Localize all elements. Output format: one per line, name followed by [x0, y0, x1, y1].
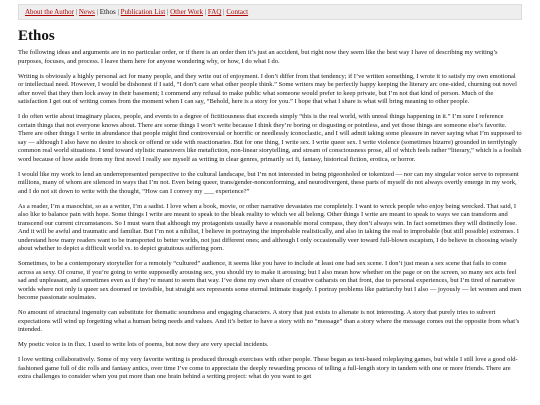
nav-separator: | [204, 8, 207, 16]
paragraph: I love writing collaboratively. Some of my very favorite writing is produced through exercises with other people. These began as text-based roleplaying games, but while I still love a good old-fashioned game full of dic rolls and fantasy antics, over time I’ve come to appreciate the deeply rewarding process of telling a full-length story in tandem with one or more friends. There are extra challenges to consider when you put more than one brain behind a writing project: what do you want to get [18, 356, 518, 380]
nav-publication-list[interactable]: Publication List [120, 8, 166, 16]
article-body [18, 49, 522, 382]
nav-contact[interactable]: Contact [226, 8, 249, 16]
nav-ethos-current: Ethos [99, 8, 116, 16]
nav-separator: | [166, 8, 169, 16]
paragraph: I do often write about imaginary places, people, and events to a degree of fictitiousness that exceeds simply “this is the real world, with unreal things happening in it.” I’m sure I reference certain things that not everyone knows about. There are some things I won’t write because I think they’re boring or disgusting or pointless, and yet those things are someone else’s favorite. There are other things I write in abundance that people might find controversial or horrific or needlessly iconoclastic, and I will admit taking some pleasure in never saying what I’m supposed to say — although I also have no desire to shock or offend or side with reactionaries. But for one thing, I write sex. I write queer sex. I write violence (sometimes bizarre) grounded in terrifyingly common real world situations. I tend toward stylistic maneuvers like metafiction, non-linear storytelling, and stream of consciousness prose, all of which feels rather “literary,” which is a foolish word because of how aside from my first novel I really see myself as writing in clear genres, primarily sci fi, fantasy, historical fiction, erotica, or horror. [18, 113, 522, 163]
paragraph: Sometimes, to be a contemporary storyteller for a remotely “cultured” audience, it seems like you have to include at least one bad sex scene. I don’t just mean a sex scene that fails to come across as sexy. Of course, if you’re going to write supposedly arousing sex, you should try to make it arousing; but I also mean how whether on the page or on the screen, so many sex acts feel sad and unpleasant, and sometimes even as if they’re meant to seem that way. I’ve done my own share of creative catharsis on that front, due to personal experiences, but I’m tired of narrative worlds where not only is queer sex doomed or invisible, but straight sex represents some eternal intimate tragedy. I portray problems like patriarchy but I also — joyously — let women and men become passionate soulmates. [18, 260, 522, 301]
nav-separator: | [223, 8, 225, 16]
paragraph: The following ideas and arguments are in no particular order, or if there is an order then it’s just an accident, but right now they seem like the best way I have of describing my writing’s purposes, focuses, and process. I leave them here for anyone wondering why, or how, I do what I do. [18, 49, 498, 65]
paragraph: No amount of structural ingenuity can substitute for thematic soundness and engaging characters. A story that just exists to alienate is not interesting. A story that purely tries to subvert expectations will wind up forgetting what a human being needs and values. And it’s better to have a story with no “message” than a story where the message comes out the opposite from what’s intended. [18, 309, 520, 333]
paragraph: My poetic voice is in flux. I used to write lots of poems, but now they are very special incidents. [18, 341, 269, 348]
nav-separator: | [75, 8, 78, 16]
paragraph: Writing is obviously a highly personal act for many people, and they write out of enjoyment. I don’t differ from that tendency; if I’ve written something, I wrote it to satisfy my own emotional or intellectual need. However, I would be dishonest if I said, “I don’t care what other people think.” Some writers may be perfectly happy keeping the literary arc one-sided, churning out novel after novel that they then lock away in their basement; I commend any refusal to make public what someone would prefer to keep private, but I’m not that kind of person. Much of the satisfaction I get out of writing comes from the moment when I can say, “Behold, here is a story for you.” I hope that what I share is what will bring meaning to other people. [18, 72, 517, 105]
nav-faq[interactable]: FAQ [207, 8, 222, 16]
page-title: Ethos [18, 28, 55, 44]
nav-separator: | [117, 8, 119, 16]
top-nav [18, 4, 522, 20]
nav-separator: | [96, 8, 99, 16]
nav-about-the-author[interactable]: About the Author [25, 8, 74, 16]
paragraph: I would like my work to lend an underrepresented perspective to the cultural landscape, but I’m not interested in being pigeonholed or tokenized — nor can my singular voice serve to represent millions, many of whom are silenced in ways that I’m not. Even being queer, trans/gender-nonconforming, and neurodivergent, these parts of myself do not always overtly emerge in my work, and I do not sit down to write with the thought, “How can I convey my ___ experience?” [18, 170, 519, 195]
nav-other-work[interactable]: Other Work [170, 8, 204, 16]
paragraph: As a reader, I’m a masochist, so as a writer, I’m a sadist. I love when a book, movie, or other narrative devastates me completely. I want to wreck people who enjoy being wrecked. That said, I also like to balance pain with hope. Some things I write are meant to speak to the bleak reality to which we all belong. Other things I write are meant to speak to ways we can transform and transcend our current circumstances. So I must warn that although my protagonists usually have a reasonable moral compass, they don’t always win. In fact sometimes they will distinctly lose. And it will be awful and traumatic and familiar. But I’m not a nihilist, I believe in portraying the improbable realistically, and also in taking the real to improbable (but still possible) extremes. I understand how many readers want to be transported to better worlds, not just different ones; and although I only occasionally veer toward full-blown escapism, I do believe in choosing wisely about whether to depict a difficult world vs. to depict gratuitous suffering porn. [18, 202, 519, 252]
nav-news[interactable]: News [78, 8, 95, 16]
